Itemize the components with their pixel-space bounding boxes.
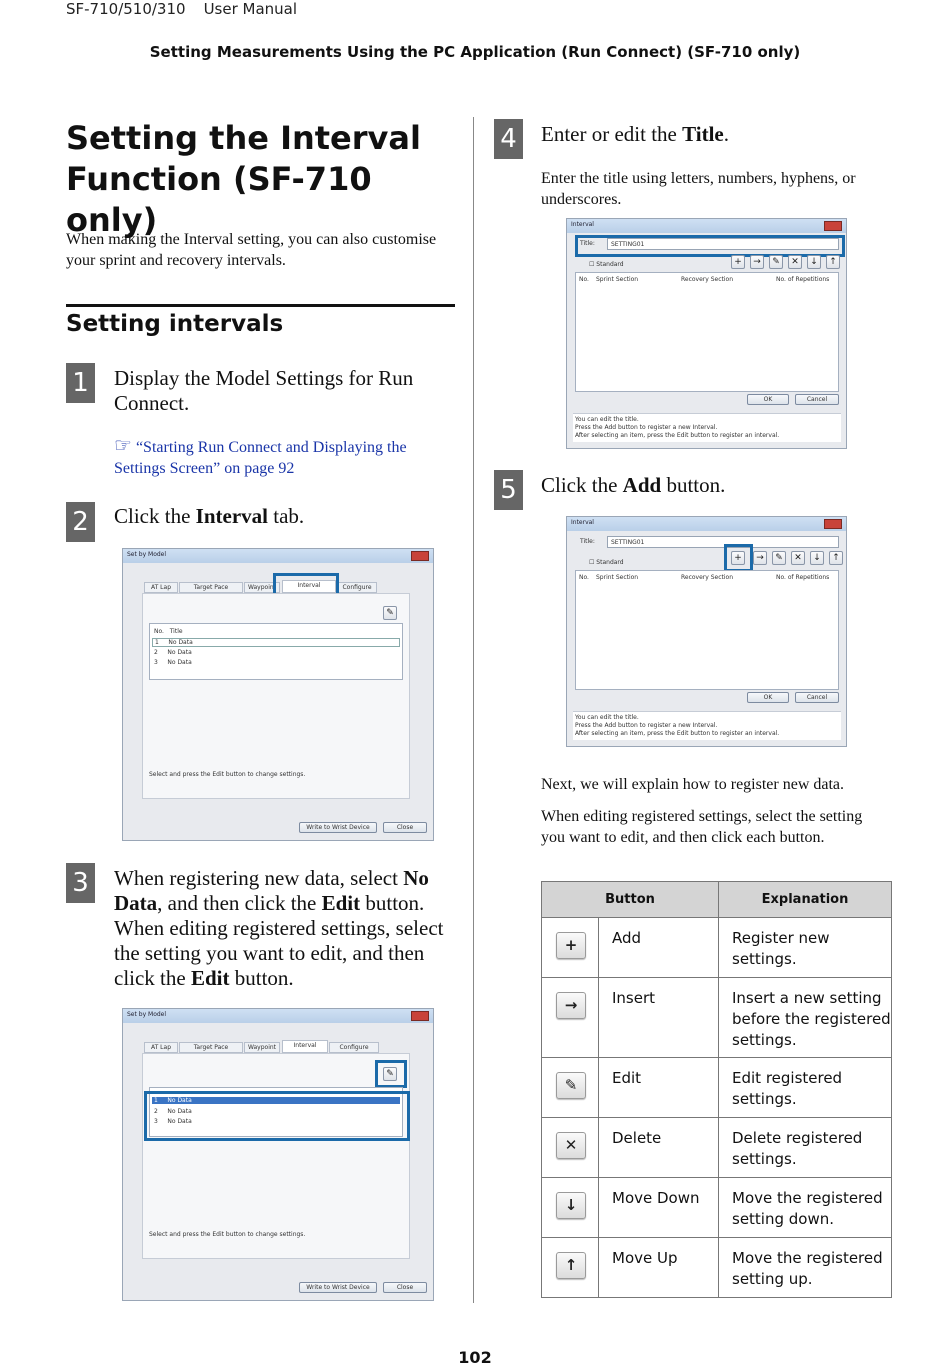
reference-link-text[interactable]: “Starting Run Connect and Displaying the Settings Screen” on page 92 (114, 439, 407, 477)
title-input[interactable]: SETTING01 (607, 238, 839, 250)
step-1-text: Display the Model Settings for Run Connect. (114, 366, 414, 415)
intro-text: When making the Interval setting, you can also customise your sprint and recovery intervals. (66, 231, 437, 269)
col-repetitions: No. of Repetitions (776, 276, 830, 283)
col-title: Title (169, 628, 183, 635)
subheading: Setting intervals (66, 311, 284, 337)
delete-icon[interactable]: ✕ (791, 551, 805, 565)
button-explanation: Insert a new setting before the registered settings. (719, 978, 892, 1058)
step-4-text (541, 122, 886, 147)
move-down-icon[interactable]: ↓ (807, 255, 821, 269)
insert-icon: → (556, 992, 586, 1019)
add-icon: + (556, 932, 586, 959)
table-row (542, 1238, 892, 1298)
set-by-model-screenshot-2 (122, 1008, 434, 1301)
row-no: 3 (154, 1118, 158, 1125)
delete-icon: ✕ (556, 1132, 586, 1159)
dialog-title: Set by Model (127, 1011, 167, 1018)
row-title: No Data (168, 639, 193, 646)
step-number-3: 3 (66, 863, 95, 903)
step-4-pre: Enter or edit the (541, 122, 683, 146)
row-no: 1 (155, 639, 159, 646)
step-1-link[interactable] (114, 436, 459, 479)
note-box (573, 711, 841, 740)
step-5-pre: Click the (541, 473, 623, 497)
delete-icon[interactable]: ✕ (788, 255, 802, 269)
button-explanation: Move the registered setting down. (719, 1178, 892, 1238)
tab-at-lap[interactable]: AT Lap (144, 1042, 178, 1053)
tab-configure[interactable]: Configure (337, 582, 377, 593)
next-text: Next, we will explain how to register new data. (541, 776, 845, 793)
write-to-wrist-button[interactable]: Write to Wrist Device (299, 1282, 377, 1293)
row-title: No Data (167, 659, 192, 666)
row-title: No Data (167, 1108, 192, 1115)
icon-cell (542, 1238, 599, 1298)
step-4-post: . (723, 122, 729, 146)
edit-icon[interactable]: ✎ (383, 606, 397, 620)
tab-panel (142, 1053, 410, 1259)
button-table (541, 881, 892, 1298)
edit-button-highlight (375, 1060, 407, 1088)
table-row (542, 918, 892, 978)
add-icon[interactable]: + (731, 255, 745, 269)
col-no: No. (579, 276, 589, 283)
note-box (573, 413, 841, 442)
tab-at-lap[interactable]: AT Lap (144, 582, 178, 593)
icon-cell (542, 1118, 599, 1178)
standard-checkbox[interactable]: ☐ Standard (589, 261, 624, 268)
col-sprint: Sprint Section (596, 574, 639, 581)
dialog-title: Interval (571, 519, 594, 526)
button-name: Delete (599, 1118, 719, 1178)
add-button-highlight (724, 544, 753, 572)
standard-label: Standard (596, 559, 624, 566)
step-2-post: tab. (267, 504, 305, 528)
step-3-text (114, 866, 459, 991)
dialog-titlebar (123, 1009, 433, 1023)
heading-rule (66, 304, 455, 307)
section-header: Setting Measurements Using the PC Application (Run Connect) (SF-710 only) (149, 43, 801, 61)
note-line: After selecting an item, press the Edit button to register an interval. (575, 730, 780, 737)
close-icon[interactable] (411, 1011, 429, 1021)
manual-name: User Manual (203, 0, 298, 18)
button-name: Edit (599, 1058, 719, 1118)
interval-table[interactable] (575, 272, 839, 392)
move-up-icon[interactable]: ↑ (829, 551, 843, 565)
row-title: No Data (167, 1118, 192, 1125)
dialog-titlebar (123, 549, 433, 563)
step-5-bold: Add (622, 473, 662, 497)
step-2-bold: Interval (195, 504, 268, 528)
step-5-text (541, 473, 886, 498)
button-explanation: Register new settings. (719, 918, 892, 978)
button-name: Move Down (599, 1178, 719, 1238)
step-3-bold2: Edit (321, 891, 361, 915)
column-header-row (154, 628, 183, 635)
col-button: Button (542, 882, 719, 918)
tab-interval[interactable]: Interval (282, 580, 336, 593)
hint-text: Select and press the Edit button to change settings. (149, 771, 306, 778)
table-header-row (542, 882, 892, 918)
col-explanation: Explanation (719, 882, 892, 918)
table-row (542, 1118, 892, 1178)
edit-icon[interactable]: ✎ (769, 255, 783, 269)
tab-waypoint[interactable]: Waypoint (244, 582, 280, 593)
column-divider (473, 117, 474, 1303)
button-explanation: Edit registered settings. (719, 1058, 892, 1118)
list-highlight (144, 1091, 410, 1141)
step-3-post: button. (229, 966, 294, 990)
write-to-wrist-button[interactable]: Write to Wrist Device (299, 822, 377, 833)
list-item[interactable] (154, 659, 192, 666)
interval-dialog-screenshot-2 (566, 516, 847, 747)
step-number-1: 1 (66, 363, 95, 403)
page-number: 102 (458, 1348, 492, 1367)
button-name: Insert (599, 978, 719, 1058)
col-recovery: Recovery Section (681, 574, 734, 581)
cancel-button[interactable]: Cancel (795, 692, 839, 703)
ok-button[interactable]: OK (747, 692, 789, 703)
interval-table[interactable] (575, 570, 839, 690)
button-name: Add (599, 918, 719, 978)
reference-icon: ☞ (114, 435, 132, 457)
tab-target-pace[interactable]: Target Pace (179, 1042, 243, 1053)
edit-icon: ✎ (556, 1072, 586, 1099)
model-name: SF-710/510/310 (66, 0, 186, 18)
row-no: 2 (154, 1108, 158, 1115)
list-item[interactable] (154, 649, 192, 656)
title-label: Title: (580, 240, 595, 247)
note-line: Press the Add button to register a new Interval. (575, 424, 718, 431)
close-button[interactable]: Close (383, 822, 427, 833)
col-sprint: Sprint Section (596, 276, 639, 283)
set-by-model-screenshot-1 (122, 548, 434, 841)
tab-interval[interactable]: Interval (282, 1040, 328, 1053)
icon-cell (542, 978, 599, 1058)
interval-dialog-screenshot-1 (566, 218, 847, 449)
row-title: No Data (167, 1097, 192, 1104)
row-title: No Data (167, 649, 192, 656)
step-2-pre: Click the (114, 504, 196, 528)
step-2-text (114, 504, 454, 529)
dialog-title: Interval (571, 221, 594, 228)
step-3-mid: , and then click the (157, 891, 322, 915)
move-up-icon[interactable]: ↑ (826, 255, 840, 269)
edit-icon[interactable]: ✎ (383, 1067, 397, 1081)
hint-text: Select and press the Edit button to change settings. (149, 1231, 306, 1238)
step-3-bold3: Edit (190, 966, 230, 990)
edit-icon[interactable]: ✎ (772, 551, 786, 565)
insert-icon[interactable]: → (750, 255, 764, 269)
button-explanation: Delete registered settings. (719, 1118, 892, 1178)
button-name: Move Up (599, 1238, 719, 1298)
dialog-titlebar (567, 517, 846, 531)
note-line: You can edit the title. (575, 416, 639, 423)
note-line: After selecting an item, press the Edit button to register an interval. (575, 432, 780, 439)
title-input[interactable]: SETTING01 (607, 536, 839, 548)
row-no: 3 (154, 659, 158, 666)
table-row (542, 1058, 892, 1118)
close-button[interactable]: Close (383, 1282, 427, 1293)
icon-cell (542, 918, 599, 978)
dialog-title: Set by Model (127, 551, 167, 558)
step-3-bold: No Data (114, 866, 429, 915)
col-no: No. (579, 574, 589, 581)
step-4-bold: Title (682, 122, 724, 146)
step-3-mid2: button. When editing registered settings, select the setting you want to edit, and then click the (114, 891, 444, 990)
tab-configure[interactable]: Configure (329, 1042, 379, 1053)
step-3-pre: When registering new data, select (114, 866, 404, 890)
table-row (542, 978, 892, 1058)
icon-cell (542, 1058, 599, 1118)
move-down-icon: ↓ (556, 1192, 586, 1219)
title-label: Title: (580, 538, 595, 545)
step-5-post: button. (661, 473, 726, 497)
ok-button[interactable]: OK (747, 394, 789, 405)
note-line: Press the Add button to register a new Interval. (575, 722, 718, 729)
move-up-icon: ↑ (556, 1252, 586, 1279)
close-icon[interactable] (824, 519, 842, 529)
row-no: 2 (154, 649, 158, 656)
dialog-titlebar (567, 219, 846, 233)
tab-waypoint[interactable]: Waypoint (244, 1042, 280, 1053)
step-number-2: 2 (66, 502, 95, 542)
title-highlight (575, 235, 845, 257)
add-icon[interactable]: + (731, 551, 745, 565)
icon-cell (542, 1178, 599, 1238)
move-down-icon[interactable]: ↓ (810, 551, 824, 565)
editing-text: When editing registered settings, select the setting you want to edit, and then click each button. (541, 808, 863, 846)
close-icon[interactable] (411, 551, 429, 561)
interval-list[interactable] (149, 623, 403, 680)
step-4-subtext: Enter the title using letters, numbers, hyphens, or underscores. (541, 170, 856, 208)
table-row (542, 1178, 892, 1238)
tab-target-pace[interactable]: Target Pace (179, 582, 243, 593)
standard-checkbox[interactable]: ☐ Standard (589, 559, 624, 566)
col-no: No. (154, 628, 164, 635)
list-item[interactable] (152, 638, 400, 647)
step-number-4: 4 (494, 119, 523, 159)
col-repetitions: No. of Repetitions (776, 574, 830, 581)
row-no: 1 (154, 1097, 158, 1104)
insert-icon[interactable]: → (753, 551, 767, 565)
close-icon[interactable] (824, 221, 842, 231)
col-recovery: Recovery Section (681, 276, 734, 283)
note-line: You can edit the title. (575, 714, 639, 721)
running-header (66, 0, 297, 18)
step-number-5: 5 (494, 470, 523, 510)
page-title: Setting the Interval Function (SF-710 only) (66, 119, 421, 239)
standard-label: Standard (596, 261, 624, 268)
button-explanation: Move the registered setting up. (719, 1238, 892, 1298)
cancel-button[interactable]: Cancel (795, 394, 839, 405)
